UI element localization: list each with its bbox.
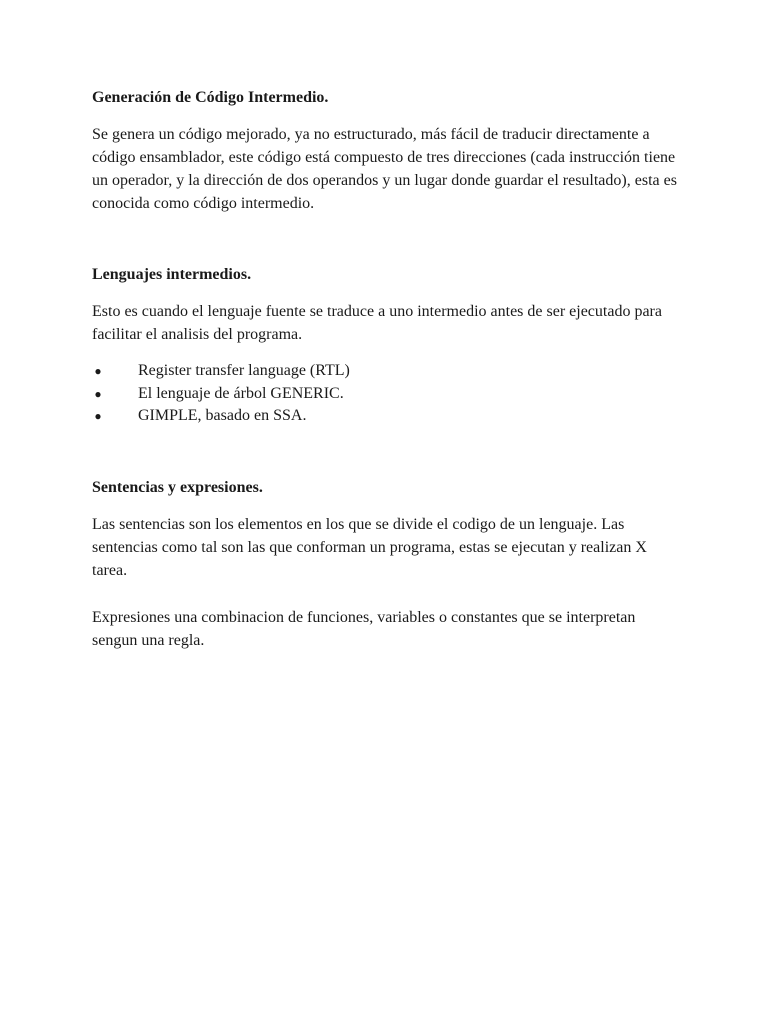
bullet-icon: ● (94, 364, 102, 378)
section-heading: Lenguajes intermedios. (92, 266, 252, 283)
bullet-icon: ● (94, 409, 102, 423)
section-paragraph: Expresiones una combinacion de funciones, variables o constantes que se interpretan sengun una regla. (92, 608, 636, 649)
list-item (92, 405, 682, 428)
section-lenguajes-intermedios (92, 263, 682, 428)
list-item (92, 360, 682, 383)
section-sentencias-expresiones (92, 476, 682, 652)
list-item (92, 383, 682, 406)
section-codigo-intermedio (92, 86, 682, 215)
list-item-text: Register transfer language (RTL) (138, 362, 350, 379)
list-item-text: El lenguaje de árbol GENERIC. (138, 384, 344, 402)
section-heading: Sentencias y expresiones. (92, 478, 263, 496)
list-item-text: GIMPLE, basado en SSA. (138, 407, 307, 424)
document-page (92, 86, 682, 666)
section-heading: Generación de Código Intermedio. (92, 89, 329, 106)
section-paragraph: Las sentencias son los elementos en los que se divide el codigo de un lenguaje. Las sentencias como tal son las que conforman un programa, estas se ejecutan y realizan X tarea. (92, 515, 647, 579)
bullet-icon: ● (94, 386, 102, 401)
section-paragraph: Esto es cuando el lenguaje fuente se traduce a uno intermedio antes de ser ejecutado para facilitar el analisis del programa. (92, 303, 662, 343)
bullet-list (92, 360, 682, 428)
section-paragraph: Se genera un código mejorado, ya no estructurado, más fácil de traducir directamente a código ensamblador, este código está compuesto de tres direcciones (cada instrucción tiene un operador, y la dirección de dos operandos y un lugar donde guardar el resultado), esta es conocida como código intermedio. (92, 126, 677, 212)
